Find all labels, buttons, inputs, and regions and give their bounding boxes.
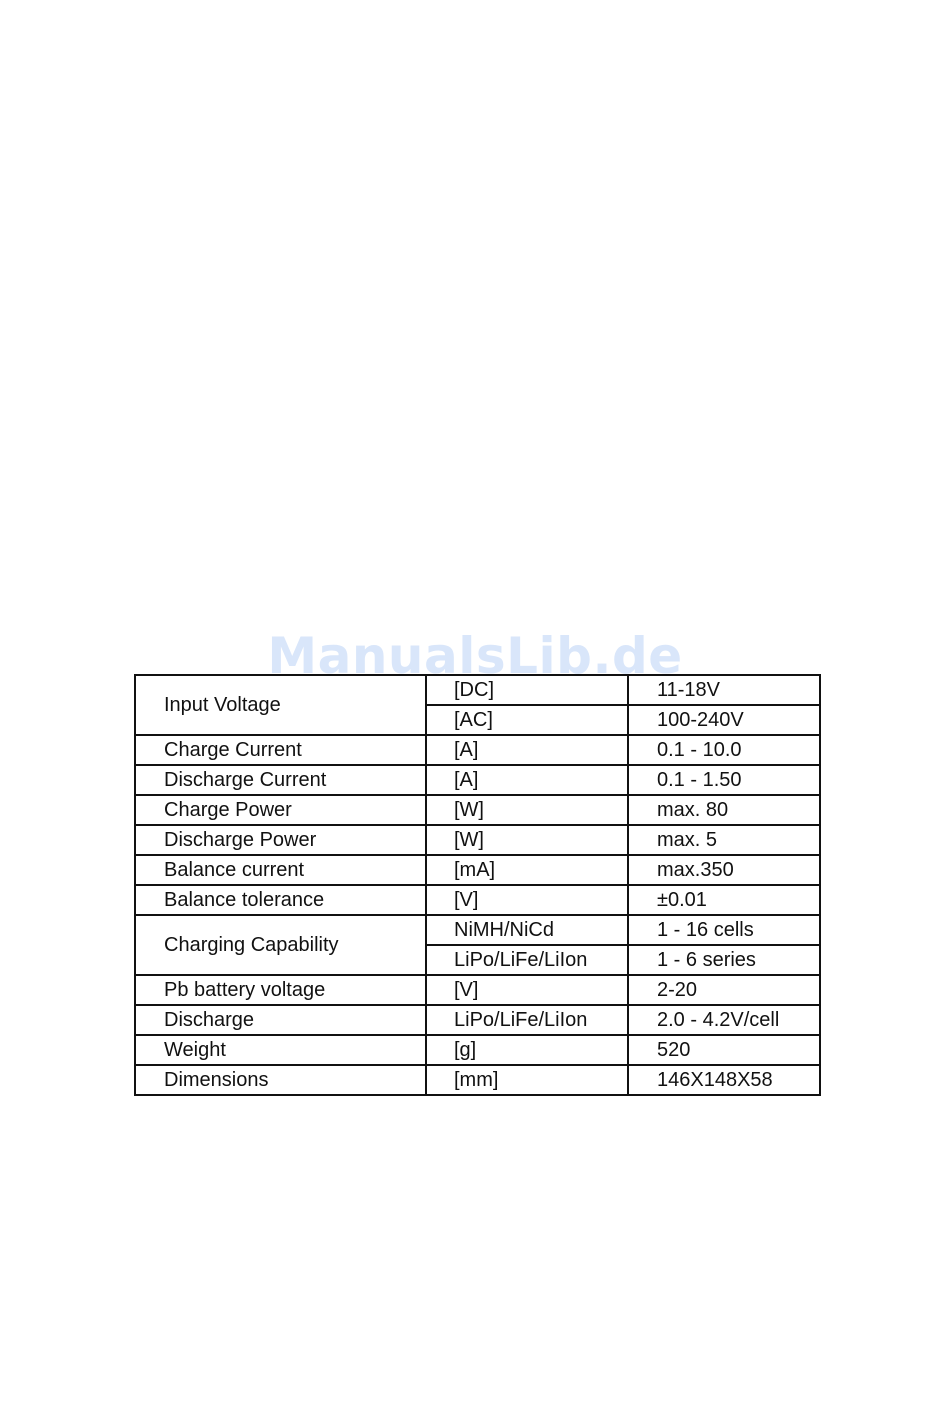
- row-name: Charge Current: [135, 735, 426, 765]
- row-name: Input Voltage: [135, 675, 426, 735]
- row-value: 146X148X58: [628, 1065, 820, 1095]
- row-unit: [W]: [426, 825, 628, 855]
- row-unit: [mA]: [426, 855, 628, 885]
- row-name: Charge Power: [135, 795, 426, 825]
- watermark: ManualsLib.de: [267, 627, 683, 685]
- row-unit: NiMH/NiCd: [426, 915, 628, 945]
- row-value: 1 - 6 series: [628, 945, 820, 975]
- table-row: [135, 1065, 820, 1095]
- table-row: [135, 975, 820, 1005]
- row-name: Balance tolerance: [135, 885, 426, 915]
- row-value: 0.1 - 1.50: [628, 765, 820, 795]
- row-unit: [mm]: [426, 1065, 628, 1095]
- table-row: [135, 765, 820, 795]
- table-row: [135, 915, 820, 945]
- row-unit: LiPo/LiFe/LiIon: [426, 945, 628, 975]
- row-value: 2-20: [628, 975, 820, 1005]
- table-row: [135, 735, 820, 765]
- row-value: 100-240V: [628, 705, 820, 735]
- row-value: max. 80: [628, 795, 820, 825]
- row-name: Weight: [135, 1035, 426, 1065]
- row-unit: [W]: [426, 795, 628, 825]
- row-name: Discharge Power: [135, 825, 426, 855]
- row-value: 0.1 - 10.0: [628, 735, 820, 765]
- row-unit: [A]: [426, 765, 628, 795]
- table-row: [135, 855, 820, 885]
- row-unit: [AC]: [426, 705, 628, 735]
- table-row: [135, 795, 820, 825]
- row-unit: [g]: [426, 1035, 628, 1065]
- row-unit: [A]: [426, 735, 628, 765]
- row-value: 11-18V: [628, 675, 820, 705]
- row-unit: [DC]: [426, 675, 628, 705]
- row-unit: [V]: [426, 885, 628, 915]
- spec-table: [134, 674, 821, 1096]
- row-name: Discharge: [135, 1005, 426, 1035]
- row-value: max. 5: [628, 825, 820, 855]
- table-row: [135, 675, 820, 705]
- row-name: Pb battery voltage: [135, 975, 426, 1005]
- row-unit: LiPo/LiFe/LiIon: [426, 1005, 628, 1035]
- row-name: Charging Capability: [135, 915, 426, 975]
- table-row: [135, 1005, 820, 1035]
- table-row: [135, 1035, 820, 1065]
- table-row: [135, 825, 820, 855]
- row-value: ±0.01: [628, 885, 820, 915]
- row-value: 2.0 - 4.2V/cell: [628, 1005, 820, 1035]
- row-value: 1 - 16 cells: [628, 915, 820, 945]
- row-name: Dimensions: [135, 1065, 426, 1095]
- row-name: Balance current: [135, 855, 426, 885]
- row-unit: [V]: [426, 975, 628, 1005]
- row-name: Discharge Current: [135, 765, 426, 795]
- row-value: 520: [628, 1035, 820, 1065]
- table-row: [135, 885, 820, 915]
- row-value: max.350: [628, 855, 820, 885]
